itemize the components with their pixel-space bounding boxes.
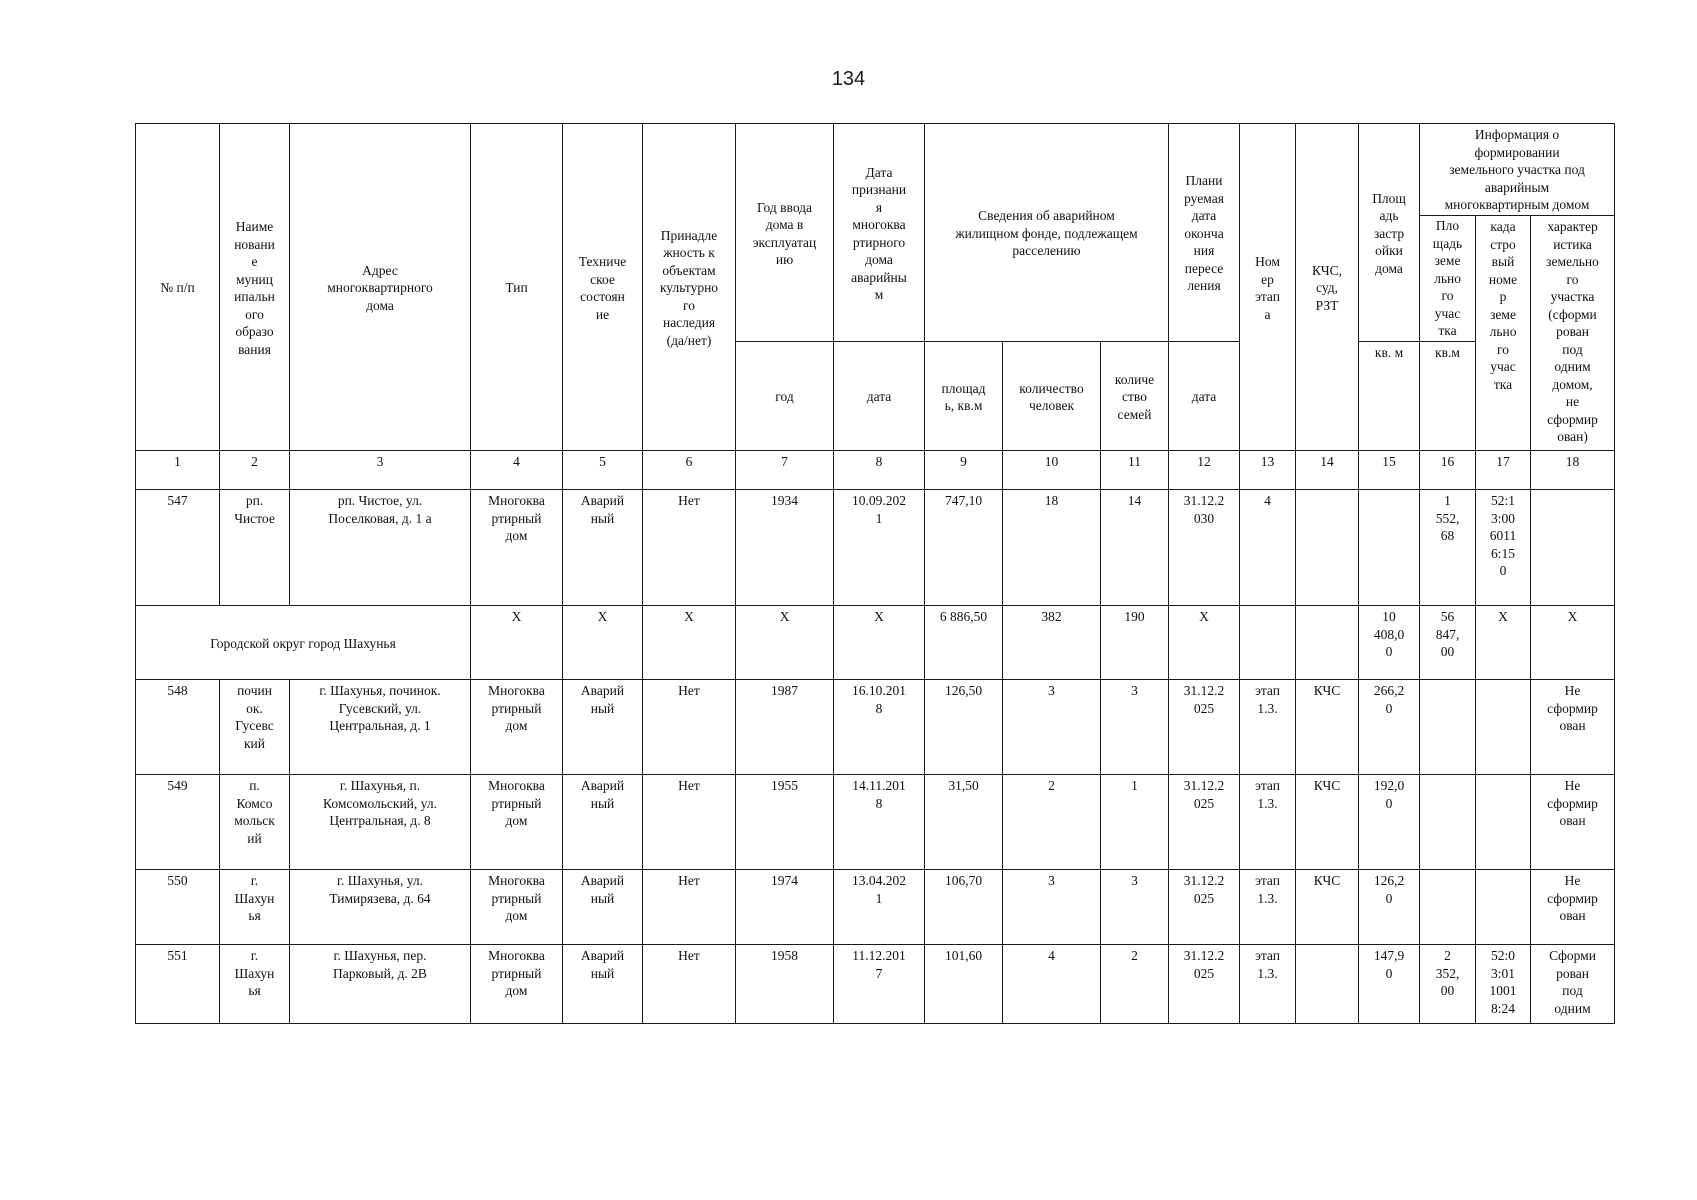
cell-family-count: 2: [1101, 945, 1169, 1024]
cell-land-plot-area: [1420, 680, 1476, 775]
cell-emergency-date: 10.09.202 1: [834, 490, 925, 606]
cell-municipality: г. Шахун ья: [220, 945, 290, 1024]
cell-commissioning-year: Х: [736, 606, 834, 680]
header-row-number: № п/п: [136, 124, 220, 451]
cell-technical-condition: Аварий ный: [563, 945, 643, 1024]
cell-planned-date: 31.12.2 025: [1169, 945, 1240, 1024]
cell-type: Многоква ртирный дом: [471, 680, 563, 775]
cell-row-number: 551: [136, 945, 220, 1024]
header-address: Адрес многоквартирного дома: [290, 124, 471, 451]
header-land-plot-area: Пло щадь земе льно го учас тка: [1420, 216, 1476, 342]
cell-planned-date: Х: [1169, 606, 1240, 680]
cell-commissioning-year: 1934: [736, 490, 834, 606]
column-number: 12: [1169, 451, 1240, 490]
column-number: 3: [290, 451, 471, 490]
cell-stage: этап 1.3.: [1240, 945, 1296, 1024]
cell-row-number: 550: [136, 870, 220, 945]
cell-cadastral-number: 52:1 3:00 6011 6:15 0: [1476, 490, 1531, 606]
header-commissioning-year: Год ввода дома в эксплуатац ию: [736, 124, 834, 342]
header-row: [136, 124, 1615, 216]
emergency-housing-table: [135, 123, 1615, 1024]
column-number: 15: [1359, 451, 1420, 490]
column-number: 17: [1476, 451, 1531, 490]
cell-type: Многоква ртирный дом: [471, 490, 563, 606]
cell-cadastral-number: 52:0 3:01 1001 8:24: [1476, 945, 1531, 1024]
cell-cadastral-number: [1476, 870, 1531, 945]
cell-address: г. Шахунья, пер. Парковый, д. 2В: [290, 945, 471, 1024]
header-building-area: Площ адь застр ойки дома: [1359, 124, 1420, 342]
cell-type: Многоква ртирный дом: [471, 945, 563, 1024]
cell-land-plot-area: 56 847, 00: [1420, 606, 1476, 680]
header-area-unit: площад ь, кв.м: [925, 342, 1003, 451]
cell-commissioning-year: 1974: [736, 870, 834, 945]
cell-municipality: почин ок. Гусевс кий: [220, 680, 290, 775]
cell-people-count: 3: [1003, 680, 1101, 775]
header-land-plot-info: Информация о формировании земельного участка под аварийным многоквартирным домом: [1420, 124, 1615, 216]
header-emergency-date: Дата признани я многоква ртирного дома аварийны м: [834, 124, 925, 342]
cell-people-count: 3: [1003, 870, 1101, 945]
column-number: 1: [136, 451, 220, 490]
cell-land-plot-characteristic: Не сформир ован: [1531, 680, 1615, 775]
cell-commissioning-year: 1987: [736, 680, 834, 775]
cell-address: г. Шахунья, ул. Тимирязева, д. 64: [290, 870, 471, 945]
cell-municipality: п. Комсо мольск ий: [220, 775, 290, 870]
cell-building-area: 147,9 0: [1359, 945, 1420, 1024]
cell-area: 126,50: [925, 680, 1003, 775]
cell-planned-date: 31.12.2 025: [1169, 680, 1240, 775]
cell-land-plot-area: [1420, 870, 1476, 945]
cell-funding-source: [1296, 606, 1359, 680]
column-number: 18: [1531, 451, 1615, 490]
cell-people-count: 4: [1003, 945, 1101, 1024]
header-planned-resettlement-date: Плани руемая дата оконча ния пересе ления: [1169, 124, 1240, 342]
cell-area: 31,50: [925, 775, 1003, 870]
cell-type: Х: [471, 606, 563, 680]
cell-land-plot-characteristic: Не сформир ован: [1531, 775, 1615, 870]
cell-emergency-date: 14.11.201 8: [834, 775, 925, 870]
cell-cadastral-number: [1476, 680, 1531, 775]
table-row: [136, 775, 1615, 870]
cell-building-area: 126,2 0: [1359, 870, 1420, 945]
cell-stage: 4: [1240, 490, 1296, 606]
column-number-row: [136, 451, 1615, 490]
cell-land-plot-area: 1 552, 68: [1420, 490, 1476, 606]
header-stage-number: Ном ер этап а: [1240, 124, 1296, 451]
cell-people-count: 18: [1003, 490, 1101, 606]
cell-address: г. Шахунья, починок. Гусевский, ул. Центральная, д. 1: [290, 680, 471, 775]
header-emergency-date-unit: дата: [834, 342, 925, 451]
cell-technical-condition: Аварий ный: [563, 870, 643, 945]
column-number: 8: [834, 451, 925, 490]
column-number: 14: [1296, 451, 1359, 490]
cell-area: 106,70: [925, 870, 1003, 945]
column-number: 4: [471, 451, 563, 490]
cell-commissioning-year: 1955: [736, 775, 834, 870]
header-emergency-fund: Сведения об аварийном жилищном фонде, подлежащем расселению: [925, 124, 1169, 342]
cell-building-area: 10 408,0 0: [1359, 606, 1420, 680]
page-number: 134: [831, 68, 866, 90]
cell-funding-source: КЧС: [1296, 680, 1359, 775]
header-building-area-unit: кв. м: [1359, 342, 1420, 451]
cell-land-plot-characteristic: Х: [1531, 606, 1615, 680]
table-row: [136, 945, 1615, 1024]
column-number: 6: [643, 451, 736, 490]
cell-funding-source: КЧС: [1296, 775, 1359, 870]
cell-stage: этап 1.3.: [1240, 680, 1296, 775]
cell-area: 6 886,50: [925, 606, 1003, 680]
cell-land-plot-characteristic: Сформи рован под одним: [1531, 945, 1615, 1024]
cell-building-area: 192,0 0: [1359, 775, 1420, 870]
cell-technical-condition: Аварий ный: [563, 490, 643, 606]
cell-municipality: рп. Чистое: [220, 490, 290, 606]
cell-commissioning-year: 1958: [736, 945, 834, 1024]
cell-funding-source: КЧС: [1296, 870, 1359, 945]
cell-type: Многоква ртирный дом: [471, 870, 563, 945]
cell-people-count: 2: [1003, 775, 1101, 870]
subtotal-label: Городской округ город Шахунья: [136, 606, 471, 680]
column-number: 2: [220, 451, 290, 490]
cell-technical-condition: Аварий ный: [563, 680, 643, 775]
cell-emergency-date: 11.12.201 7: [834, 945, 925, 1024]
cell-family-count: 3: [1101, 680, 1169, 775]
cell-emergency-date: 13.04.202 1: [834, 870, 925, 945]
header-people-count: количество человек: [1003, 342, 1101, 451]
cell-land-plot-characteristic: Не сформир ован: [1531, 870, 1615, 945]
table-row: [136, 680, 1615, 775]
column-number: 10: [1003, 451, 1101, 490]
header-funding-source: КЧС, суд, РЗТ: [1296, 124, 1359, 451]
table-row: [136, 490, 1615, 606]
cell-heritage: Х: [643, 606, 736, 680]
cell-stage: этап 1.3.: [1240, 870, 1296, 945]
cell-address: рп. Чистое, ул. Поселковая, д. 1 а: [290, 490, 471, 606]
cell-planned-date: 31.12.2 025: [1169, 775, 1240, 870]
cell-stage: [1240, 606, 1296, 680]
cell-row-number: 548: [136, 680, 220, 775]
header-cadastral-number: када стро вый номе р земе льно го учас тка: [1476, 216, 1531, 451]
cell-heritage: Нет: [643, 490, 736, 606]
cell-family-count: 14: [1101, 490, 1169, 606]
cell-address: г. Шахунья, п. Комсомольский, ул. Центральная, д. 8: [290, 775, 471, 870]
column-number: 13: [1240, 451, 1296, 490]
column-number: 16: [1420, 451, 1476, 490]
cell-family-count: 1: [1101, 775, 1169, 870]
cell-stage: этап 1.3.: [1240, 775, 1296, 870]
cell-municipality: г. Шахун ья: [220, 870, 290, 945]
header-planned-date-unit: дата: [1169, 342, 1240, 451]
column-number: 11: [1101, 451, 1169, 490]
cell-family-count: 190: [1101, 606, 1169, 680]
cell-heritage: Нет: [643, 680, 736, 775]
cell-planned-date: 31.12.2 030: [1169, 490, 1240, 606]
cell-building-area: [1359, 490, 1420, 606]
header-type: Тип: [471, 124, 563, 451]
cell-heritage: Нет: [643, 870, 736, 945]
cell-technical-condition: Х: [563, 606, 643, 680]
cell-family-count: 3: [1101, 870, 1169, 945]
column-number: 5: [563, 451, 643, 490]
cell-cadastral-number: [1476, 775, 1531, 870]
cell-land-plot-area: 2 352, 00: [1420, 945, 1476, 1024]
cell-type: Многоква ртирный дом: [471, 775, 563, 870]
cell-funding-source: [1296, 945, 1359, 1024]
column-number: 9: [925, 451, 1003, 490]
cell-heritage: Нет: [643, 775, 736, 870]
cell-emergency-date: 16.10.201 8: [834, 680, 925, 775]
header-municipality: Наиме новани е муниц ипальн ого образо вания: [220, 124, 290, 451]
header-heritage: Принадле жность к объектам культурно го наследия (да/нет): [643, 124, 736, 451]
cell-emergency-date: Х: [834, 606, 925, 680]
header-land-plot-characteristic: характер истика земельно го участка (сформи рован под одним домом, не сформир ован): [1531, 216, 1615, 451]
cell-row-number: 547: [136, 490, 220, 606]
cell-heritage: Нет: [643, 945, 736, 1024]
header-land-area-unit: кв.м: [1420, 342, 1476, 451]
cell-technical-condition: Аварий ный: [563, 775, 643, 870]
header-technical-condition: Техниче ское состоян ие: [563, 124, 643, 451]
cell-area: 101,60: [925, 945, 1003, 1024]
cell-people-count: 382: [1003, 606, 1101, 680]
cell-area: 747,10: [925, 490, 1003, 606]
header-year-unit: год: [736, 342, 834, 451]
cell-building-area: 266,2 0: [1359, 680, 1420, 775]
cell-funding-source: [1296, 490, 1359, 606]
cell-cadastral-number: Х: [1476, 606, 1531, 680]
cell-land-plot-characteristic: [1531, 490, 1615, 606]
cell-row-number: 549: [136, 775, 220, 870]
cell-planned-date: 31.12.2 025: [1169, 870, 1240, 945]
column-number: 7: [736, 451, 834, 490]
cell-land-plot-area: [1420, 775, 1476, 870]
header-family-count: количе ство семей: [1101, 342, 1169, 451]
table-row: [136, 870, 1615, 945]
subtotal-row: [136, 606, 1615, 680]
